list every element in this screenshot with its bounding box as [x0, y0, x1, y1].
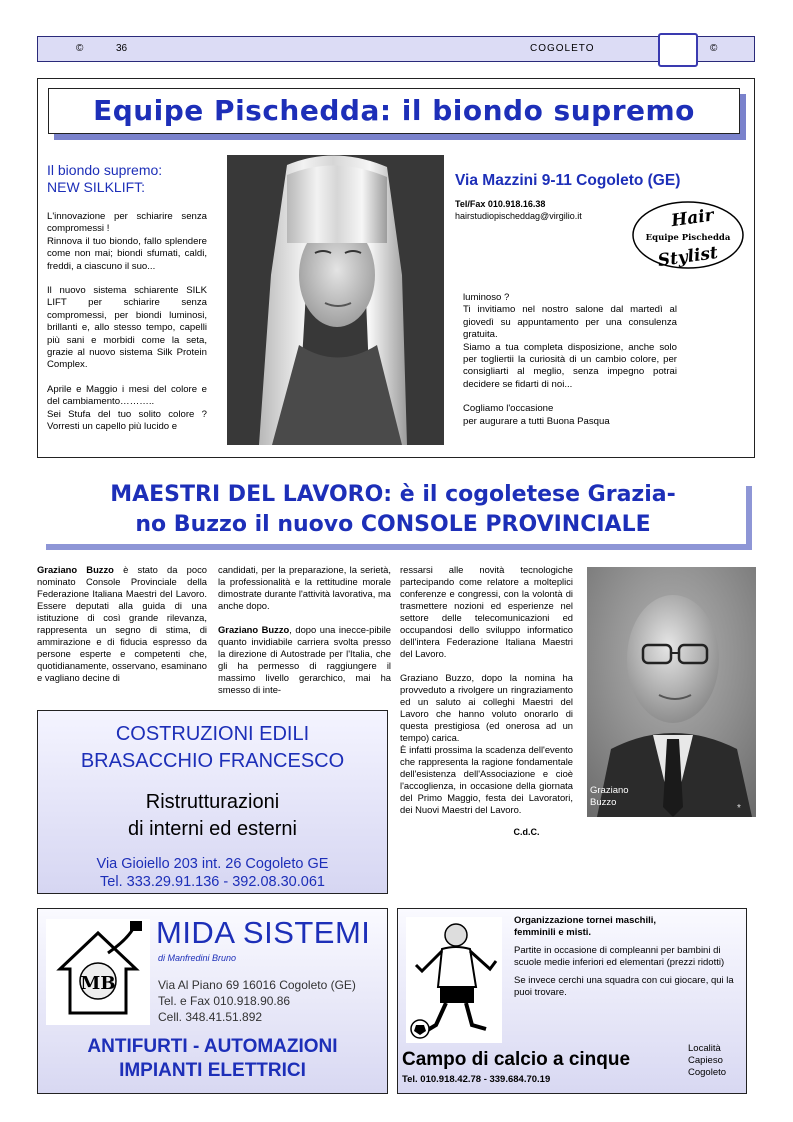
company-name-line1: COSTRUZIONI EDILI	[115, 723, 310, 745]
copyright-left: ©	[76, 43, 84, 54]
portrait-photo	[587, 567, 756, 817]
equipe-subtitle	[47, 162, 162, 196]
page-header	[37, 36, 755, 62]
campo-heading-line1: Organizzazione tornei maschili,	[514, 915, 657, 926]
copyright-right: ©	[710, 43, 718, 54]
equipe-title-box	[48, 88, 740, 134]
mida-cell: Cell. 348.41.51.892	[158, 1010, 263, 1024]
equipe-para: luminoso ?	[463, 292, 510, 303]
article-col-3	[400, 564, 573, 838]
mida-slogan-line2: IMPIANTI ELETTRICI	[119, 1060, 306, 1081]
equipe-para: Il nuovo sistema schiarente SILK LIFT per schiarire senza compromessi, per biondi luminosi, brillanti e, allo stesso tempo, capelli più sani e morbidi come la seta, grazie al nuovo sistema Silk Protein Complex.	[47, 285, 207, 371]
campo-text: Se invece cerchi una squadra con cui giocare, qui la puoi trovare.	[514, 975, 734, 998]
campo-location	[688, 1043, 726, 1079]
maestri-title-line1: MAESTRI DEL LAVORO: è il cogoletese Grazia-	[110, 482, 676, 507]
company-address: Via Gioiello 203 int. 26 Cogoleto GE	[96, 856, 329, 872]
equipe-subtitle-line1: Il biondo supremo:	[47, 162, 163, 178]
mida-ad	[37, 908, 388, 1094]
campo-tel: Tel. 010.918.42.78 - 339.684.70.19	[402, 1074, 551, 1085]
mida-owner: di Manfredini Bruno	[158, 953, 237, 963]
equipe-subtitle-line2: NEW SILKLIFT:	[47, 179, 146, 195]
equipe-para: Sei Stufa del tuo solito colore ? Vorresti un capello più lucido e	[47, 408, 207, 433]
article-text: candidati, per la preparazione, la serietà, la professionalità e la rettitudine morale dimostrate durante l'attività lavorativa, ma anche dopo.	[218, 564, 391, 611]
equipe-para: L'innovazione per schiarire senza compromessi !	[47, 211, 207, 235]
caption-line: Buzzo	[590, 797, 617, 808]
company-name-line2: BRASACCHIO FRANCESCO	[80, 750, 345, 772]
maestri-title-line2: no Buzzo il nuovo CONSOLE PROVINCIALE	[135, 512, 651, 537]
equipe-address: Via Mazzini 9-11 Cogoleto (GE)	[455, 172, 681, 189]
mida-address: Via Al Piano 69 16016 Cogoleto (GE)	[158, 978, 356, 992]
article-text: ressarsi alle novità tecnologiche partecipando come relatore a molteplici conferenze e congressi, con la volontà di trasmettere nozioni ed esperienze nel settore delle telecomunicazioni ed occupandosi dello sviluppo informatico dell'intera Federazione Italiana Maestri del Lavoro.	[400, 564, 573, 659]
svg-text:*: *	[737, 803, 741, 814]
equipe-left-text	[47, 211, 207, 434]
hair-stylist-logo	[632, 200, 745, 270]
campo-info	[514, 915, 740, 999]
article-text: , dopo una inecce-pibile quanto invidiabile carriera svolta presso la direzione di Autostrade per l'Italia, che gli ha permesso di raggiungere il massimo livello gerarchico, mai ha smesso di inte-	[218, 624, 391, 695]
mida-telfax: Tel. e Fax 010.918.90.86	[158, 994, 291, 1008]
hair-model-photo	[227, 155, 444, 445]
mida-logo-letters: MB	[80, 973, 116, 994]
mida-slogan	[38, 1035, 387, 1083]
campo-ad	[397, 908, 747, 1094]
campo-location-line: Località	[688, 1043, 721, 1054]
equipe-para: Rinnova il tuo biondo, fallo splendere come non mai; biondi sfumati, caldi, freddi, a ciascuno il suo...	[47, 235, 207, 272]
article-text: È infatti prossima la scadenza dell'evento che rappresenta la ragione fondamentale dell'esistenza dell'Associazione e cioè l'accoglienza, in occasione della giornata del Primo Maggio, festa dei Lavoratori, dei Nuovi Maestri del Lavoro.	[400, 744, 573, 815]
soccer-player-image	[406, 917, 502, 1043]
campo-text: Partite in occasione di compleanni per bambini di scuole medie inferiori ed elementari (prezzi ridotti)	[514, 945, 725, 968]
article-col-1	[37, 564, 207, 684]
portrait-caption	[590, 785, 629, 809]
service-line2: di interni ed esterni	[128, 818, 297, 840]
service-line1: Ristrutturazioni	[145, 791, 280, 813]
equipe-tel: Tel/Fax 010.918.16.38	[455, 199, 546, 209]
equipe-right-text	[463, 292, 677, 428]
article-signature: C.d.C.	[513, 827, 540, 837]
header-box-icon	[658, 33, 698, 67]
equipe-para: Ti invitiamo nel nostro salone dal martedì al giovedì su appuntamento per una consulenza gratuita.	[463, 304, 677, 341]
equipe-para: Siamo a tua completa disposizione, anche solo per togliertii la curiosità di un cambio colore, per consigliarti al meglio, senza impegno potrai decidere se fidarti di noi...	[463, 341, 677, 390]
equipe-email[interactable]: hairstudiopischeddag@virgilio.it	[455, 211, 582, 221]
campo-heading-line2: femminili e misti.	[514, 927, 592, 938]
article-text: Graziano Buzzo, dopo la nomina ha provveduto a rivolgere un ringraziamento ed un saluto ai colleghi Maestri del Lavoro che hanno voluto onorarlo di questa prestigiosa (ed onerosa ad un tempo) carica.	[400, 672, 573, 743]
mida-contacts	[158, 977, 356, 1025]
campo-location-line: Capieso	[688, 1055, 723, 1066]
article-col-2	[218, 564, 391, 696]
logo-stylist-text: Stylist	[656, 242, 720, 270]
person-name: Graziano Buzzo	[218, 624, 290, 635]
equipe-para: per augurare a tutti Buona Pasqua	[463, 415, 610, 427]
equipe-para: Aprile e Maggio i mesi del colore e del cambiamento………..	[47, 383, 207, 408]
maestri-title-box	[40, 480, 746, 544]
company-tel: Tel. 333.29.91.136 - 392.08.30.061	[100, 874, 325, 890]
campo-location-line: Cogoleto	[688, 1067, 727, 1078]
logo-name-text: Equipe Pischedda	[645, 233, 731, 243]
section-title: COGOLETO	[530, 43, 595, 54]
article-text: è stato da poco nominato Console Provinciale della Federazione Italiana Maestri del Lavoro. Essere deputati alla guida di una istituzione di così grande rilevanza, rappresenta un segno di stima, di ammirazione e di fiducia espresso da persone esperte e competenti che, quotidianamente, osservano, esaminano e vagliano decine di	[37, 564, 207, 683]
mida-name: MIDA SISTEMI	[156, 915, 371, 950]
campo-title: Campo di calcio a cinque	[402, 1049, 631, 1070]
equipe-para: Cogliamo l'occasione	[463, 403, 554, 415]
page-number: 36	[116, 43, 128, 54]
mida-slogan-line1: ANTIFURTI - AUTOMAZIONI	[87, 1036, 338, 1057]
costruzioni-ad	[37, 710, 388, 894]
equipe-title: Equipe Pischedda: il biondo supremo	[93, 94, 695, 127]
logo-hair-text: Hair	[670, 205, 715, 232]
caption-line: Graziano	[590, 785, 629, 796]
person-name: Graziano Buzzo	[37, 564, 114, 575]
mida-logo	[46, 919, 150, 1025]
equipe-contact	[455, 198, 582, 222]
